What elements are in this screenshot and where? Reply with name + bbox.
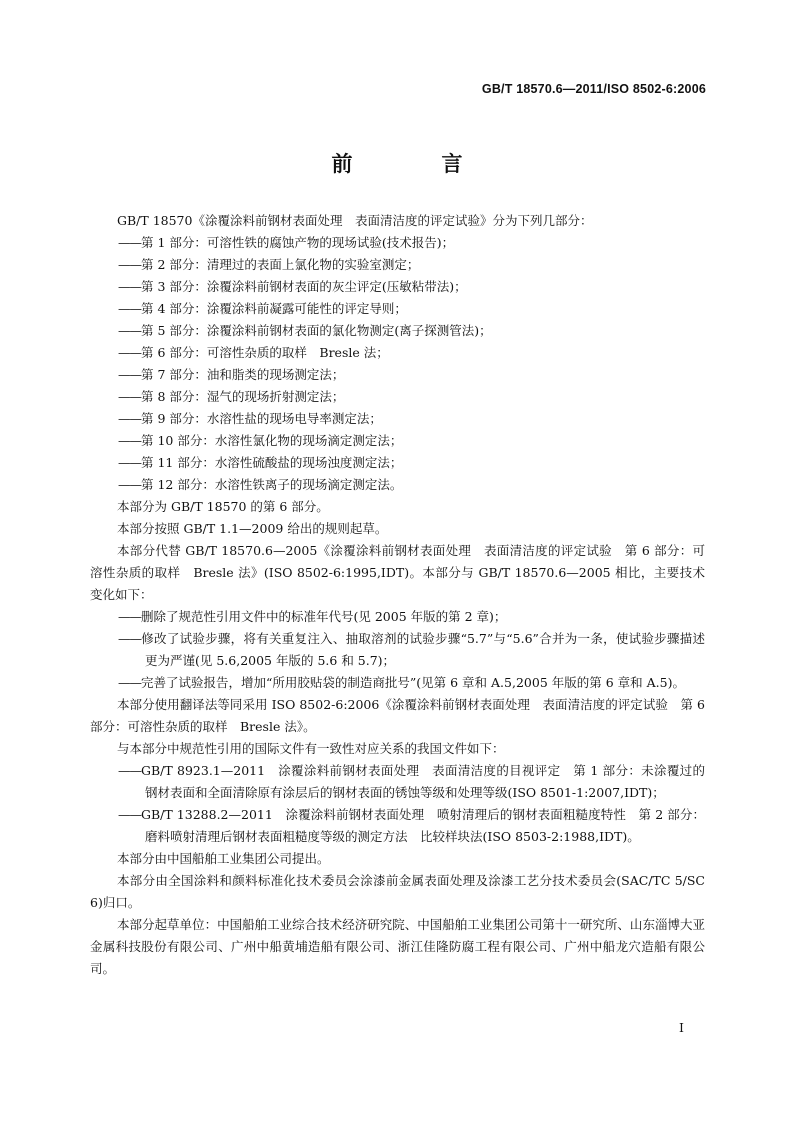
page-number: I: [679, 1020, 684, 1035]
intro-paragraph: GB/T 18570《涂覆涂料前钢材表面处理 表面清洁度的评定试验》分为下列几部分：: [117, 213, 593, 228]
page-title: 前 言: [331, 152, 497, 176]
part-list-item: —— 第 7 部分：油和脂类的现场测定法；: [90, 364, 705, 386]
body-paragraph: 本部分由全国涂料和颜料标准化技术委员会涂漆前金属表面处理及涂漆工艺分技术委员会(SAC/TC 5/SC 6)归口。: [90, 873, 705, 910]
body-paragraph: 与本部分中规范性引用的国际文件有一致性对应关系的我国文件如下：: [117, 741, 505, 756]
part-list-item: —— 第 10 部分：水溶性氯化物的现场滴定测定法；: [90, 430, 705, 452]
change-list-item: —— 修改了试验步骤，将有关重复注入、抽取溶剂的试验步骤“5.7”与“5.6”合并为一条，使试验步骤描述更为严谨(见 5.6,2005 年版的 5.6 和 5.7)；: [90, 628, 705, 672]
body-paragraph: 本部分由中国船舶工业集团公司提出。: [117, 851, 330, 866]
part-list-item: —— 第 3 部分：涂覆涂料前钢材表面的灰尘评定(压敏粘带法)；: [90, 276, 705, 298]
change-list-item: —— 删除了规范性引用文件中的标准年代号(见 2005 年版的第 2 章)；: [90, 606, 705, 628]
body-paragraph: 本部分使用翻译法等同采用 ISO 8502-6:2006《涂覆涂料前钢材表面处理 表面清洁度的评定试验 第 6 部分：可溶性杂质的取样 Bresle 法》。: [90, 697, 705, 734]
body-paragraph: 本部分按照 GB/T 1.1—2009 给出的规则起草。: [117, 521, 388, 536]
body-paragraph: 本部分为 GB/T 18570 的第 6 部分。: [117, 499, 329, 514]
part-list-item: —— 第 4 部分：涂覆涂料前凝露可能性的评定导则；: [90, 298, 705, 320]
part-list-item: —— 第 8 部分：湿气的现场折射测定法；: [90, 386, 705, 408]
part-list-item: —— 第 12 部分：水溶性铁离子的现场滴定测定法。: [90, 474, 705, 496]
reference-list-item: —— GB/T 8923.1—2011 涂覆涂料前钢材表面处理 表面清洁度的目视评定 第 1 部分：未涂覆过的钢材表面和全面清除原有涂层后的钢材表面的锈蚀等级和处理等级(ISO 8501-1:2007,IDT)；: [90, 760, 705, 804]
body-paragraph: 本部分代替 GB/T 18570.6—2005《涂覆涂料前钢材表面处理 表面清洁度的评定试验 第 6 部分：可溶性杂质的取样 Bresle 法》(ISO 8502-6:1995,IDT)。本部分与 GB/T 18570.6—2005 相比，主要技术变化如下：: [90, 543, 705, 602]
standard-code-header: GB/T 18570.6—2011/ISO 8502-6:2006: [481, 82, 706, 96]
change-list-item: —— 完善了试验报告，增加“所用胶贴袋的制造商批号”(见第 6 章和 A.5,2005 年版的第 6 章和 A.5)。: [90, 672, 705, 694]
part-list-item: —— 第 5 部分：涂覆涂料前钢材表面的氯化物测定(离子探测管法)；: [90, 320, 705, 342]
body-paragraph: 本部分起草单位：中国船舶工业综合技术经济研究院、中国船舶工业集团公司第十一研究所、山东淄博大亚金属科技股份有限公司、广州中船黄埔造船有限公司、浙江佳隆防腐工程有限公司、广州中船龙穴造船有限公司。: [90, 917, 705, 976]
foreword-body: [90, 210, 705, 980]
part-list-item: —— 第 1 部分：可溶性铁的腐蚀产物的现场试验(技术报告)；: [90, 232, 705, 254]
part-list-item: —— 第 11 部分：水溶性硫酸盐的现场浊度测定法；: [90, 452, 705, 474]
part-list-item: —— 第 6 部分：可溶性杂质的取样 Bresle 法；: [90, 342, 705, 364]
part-list-item: —— 第 2 部分：清理过的表面上氯化物的实验室测定；: [90, 254, 705, 276]
part-list-item: —— 第 9 部分：水溶性盐的现场电导率测定法；: [90, 408, 705, 430]
reference-list-item: —— GB/T 13288.2—2011 涂覆涂料前钢材表面处理 喷射清理后的钢材表面粗糙度特性 第 2 部分：磨料喷射清理后钢材表面粗糙度等级的测定方法 比较样块法(ISO 8503-2:1988,IDT)。: [90, 804, 705, 848]
